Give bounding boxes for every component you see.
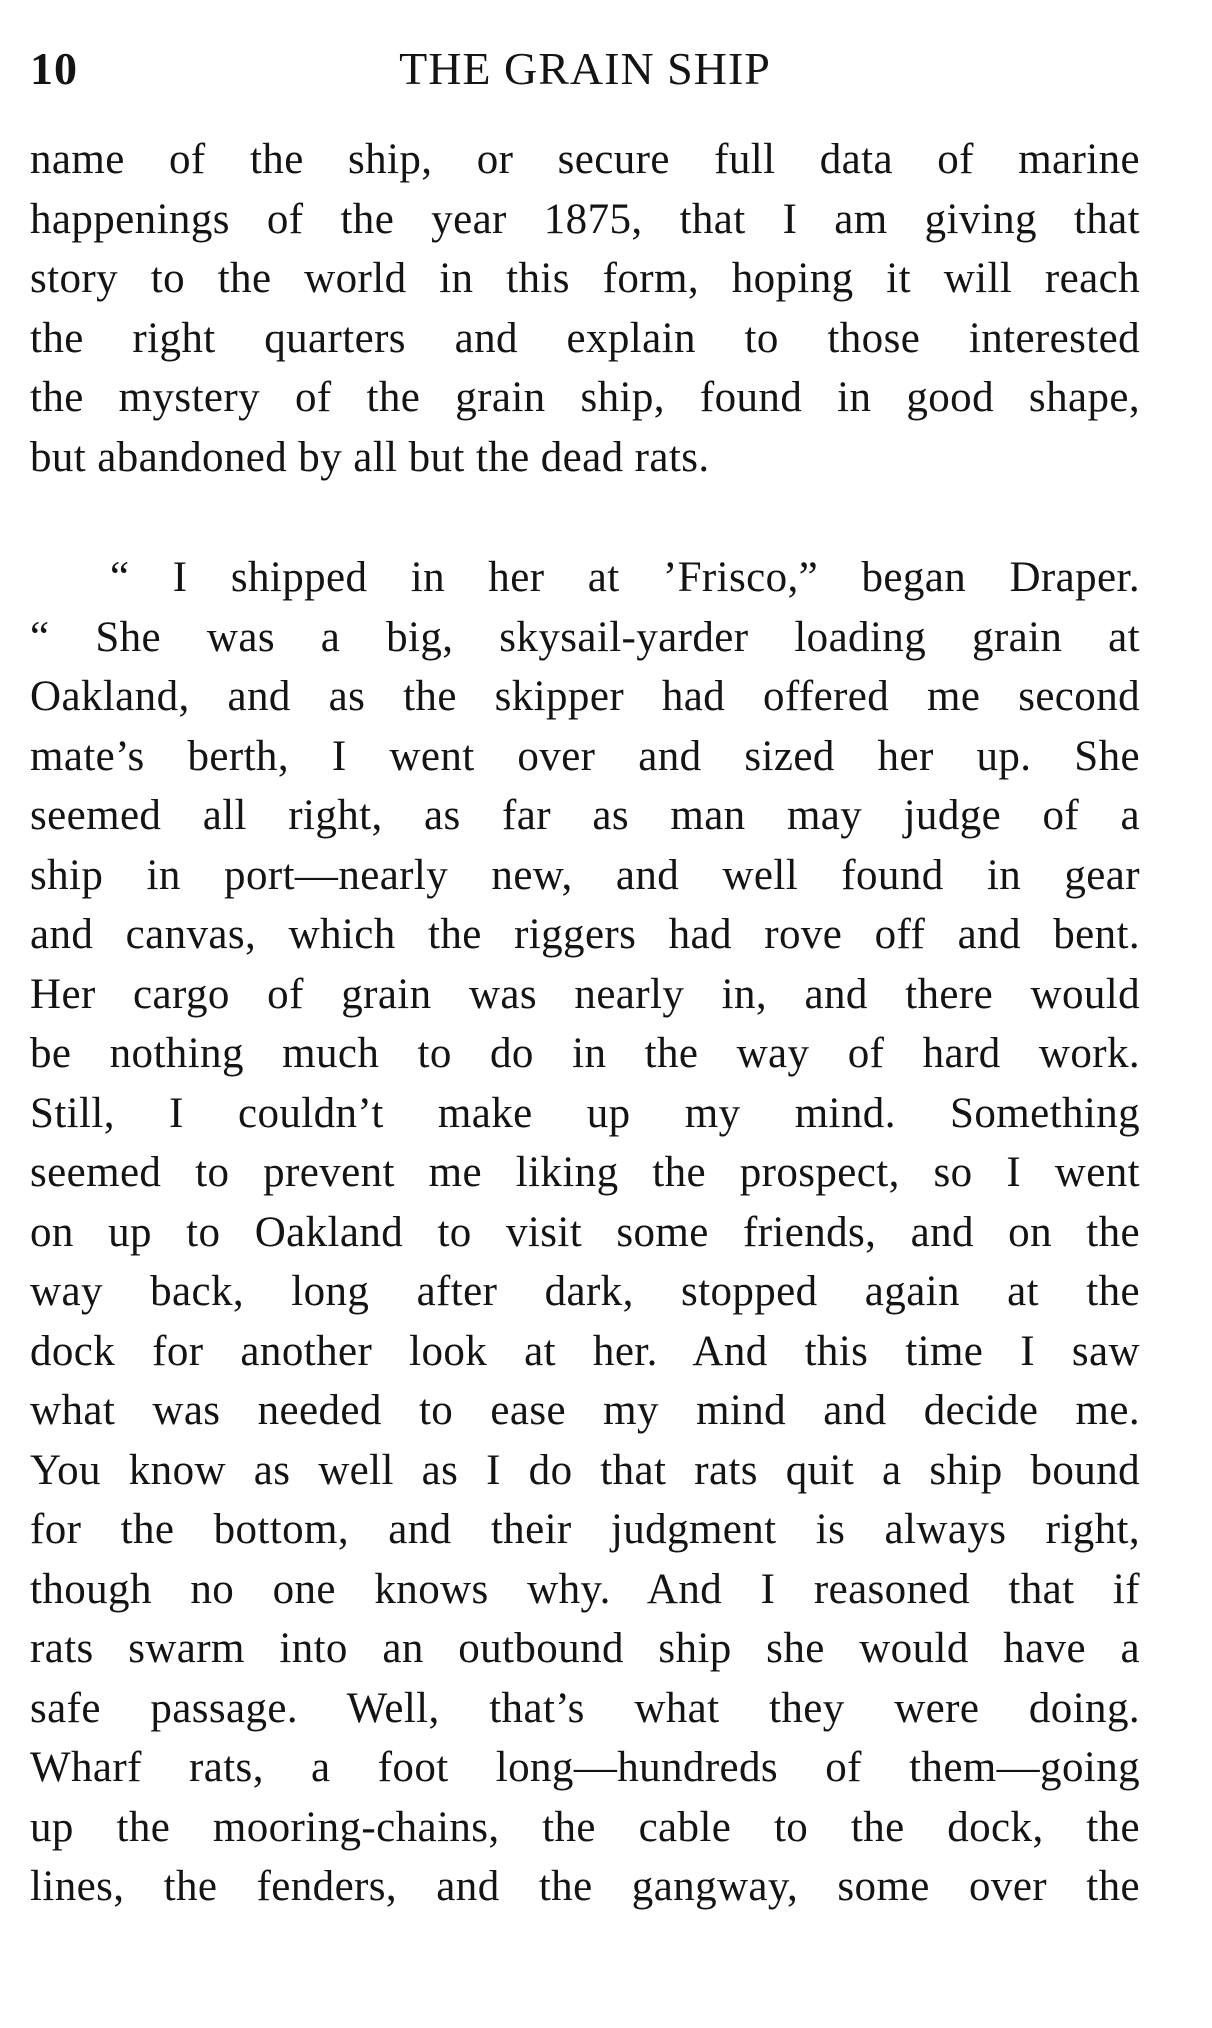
text-line: Her cargo of grain was nearly in, and there would xyxy=(30,970,1140,1018)
text-line: mate’s berth, I went over and sized her up. She xyxy=(30,732,1140,780)
text-line: Wharf rats, a foot long—hundreds of them—going xyxy=(30,1744,1140,1791)
text-line: story to the world in this form, hoping it will reach xyxy=(30,255,1140,302)
text-line: rats swarm into an outbound ship she would have a xyxy=(30,1625,1140,1672)
text-line: You know as well as I do that rats quit a ship bound xyxy=(30,1446,1140,1494)
text-line: the mystery of the grain ship, found in good shape, xyxy=(30,374,1140,421)
text-line: safe passage. Well, that’s what they were doing. xyxy=(30,1684,1140,1732)
text-line: happenings of the year 1875, that I am giving that xyxy=(30,195,1140,243)
page-number: 10 xyxy=(30,43,78,94)
text-line: the right quarters and explain to those interested xyxy=(30,314,1140,362)
text-line: what was needed to ease my mind and decide me. xyxy=(30,1387,1140,1434)
text-line: and canvas, which the riggers had rove off and bent. xyxy=(30,911,1140,958)
text-line: up the mooring-chains, the cable to the dock, the xyxy=(30,1803,1140,1851)
text-line: be nothing much to do in the way of hard work. xyxy=(30,1030,1140,1077)
text-line: “ She was a big, skysail-yarder loading grain at xyxy=(30,613,1140,661)
paragraph-1 xyxy=(30,130,1140,487)
text-line: dock for another look at her. And this time I saw xyxy=(30,1327,1140,1375)
text-line: Still, I couldn’t make up my mind. Something xyxy=(30,1089,1140,1137)
text-line: name of the ship, or secure full data of marine xyxy=(30,136,1140,183)
text-line: lines, the fenders, and the gangway, some over the xyxy=(30,1863,1140,1910)
text-line: ship in port—nearly new, and well found in gear xyxy=(30,851,1140,899)
running-head xyxy=(30,42,1140,102)
text-line: seemed to prevent me liking the prospect, so I went xyxy=(30,1149,1140,1196)
text-line: “ I shipped in her at ’Frisco,” began Draper. xyxy=(110,554,1140,601)
text-line: though no one knows why. And I reasoned that if xyxy=(30,1565,1140,1613)
text-line: on up to Oakland to visit some friends, and on the xyxy=(30,1208,1140,1256)
text-line: but abandoned by all but the dead rats. xyxy=(30,433,710,481)
text-line: way back, long after dark, stopped again at the xyxy=(30,1268,1140,1315)
paragraph-2 xyxy=(30,548,1140,1917)
text-line: Oakland, and as the skipper had offered me second xyxy=(30,673,1140,720)
text-line: seemed all right, as far as man may judge of a xyxy=(30,792,1140,839)
running-title: THE GRAIN SHIP xyxy=(399,43,771,94)
text-line: for the bottom, and their judgment is always right, xyxy=(30,1506,1140,1553)
